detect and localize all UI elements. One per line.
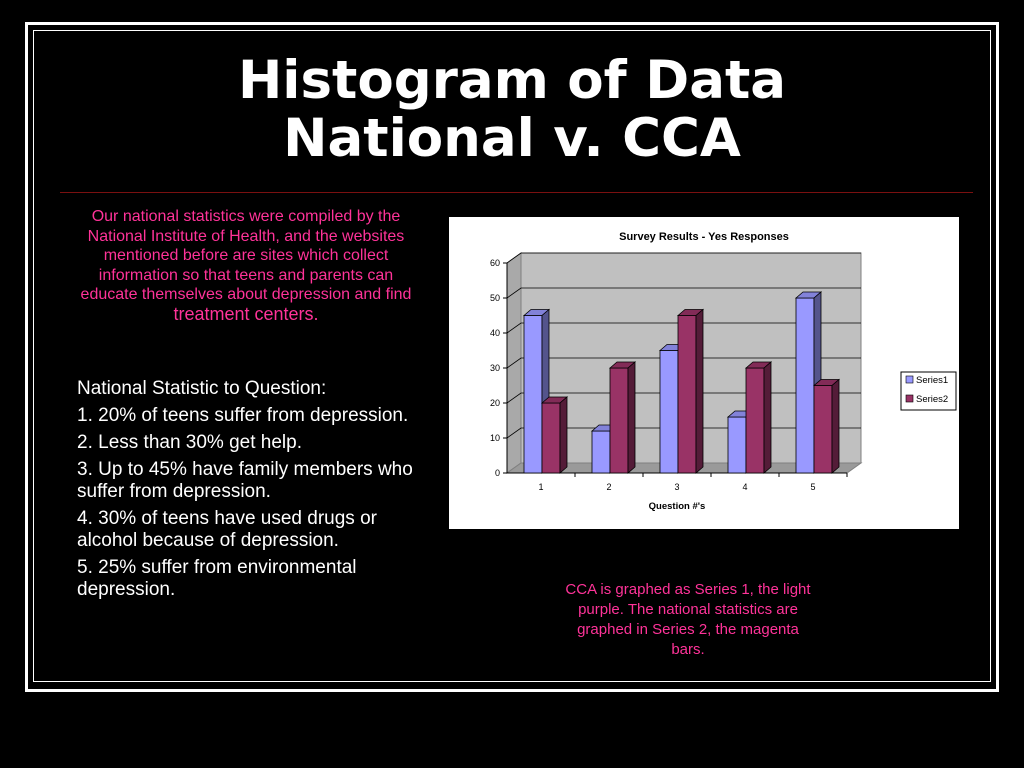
legend-label-series1: Series1: [916, 375, 949, 386]
x-tick-label: 5: [810, 482, 816, 492]
x-tick-label: 2: [606, 482, 612, 492]
chart-title: Survey Results - Yes Responses: [619, 231, 789, 243]
bar-series1-q3: [660, 351, 678, 474]
y-tick-label: 20: [489, 398, 500, 408]
legend-swatch-series2: [906, 395, 913, 402]
bar-series2-q1: [542, 403, 560, 473]
bar-series1-q2: [592, 431, 610, 473]
x-tick-label: 4: [742, 482, 748, 492]
stat-item: 5. 25% suffer from environmental depression.: [77, 557, 357, 600]
chart-svg: [449, 217, 959, 529]
bar-side-series2-q1: [560, 397, 567, 473]
bar-side-series2-q4: [764, 362, 771, 473]
bar-series1-q5: [796, 298, 814, 473]
x-axis-label: Question #'s: [648, 501, 706, 512]
source-note: [70, 207, 422, 325]
survey-chart: [449, 217, 959, 529]
x-tick-label: 1: [538, 482, 544, 492]
stat-item: 2. Less than 30% get help.: [77, 432, 302, 453]
source-note-tail: treatment centers.: [173, 303, 319, 324]
source-note-main: Our national statistics were compiled by the National Institute of Health, and the websites mentioned before are sites which collect information so that teens and parents can educate themselves about depression and find: [80, 208, 412, 303]
national-stats: [77, 378, 422, 606]
y-tick-label: 0: [494, 468, 500, 478]
series-explanation: CCA is graphed as Series 1, the light purple. The national statistics are graphed in Series 2, the magenta bars.: [565, 581, 811, 658]
stat-item: 1. 20% of teens suffer from depression.: [77, 405, 409, 426]
stats-heading: National Statistic to Question:: [77, 378, 327, 399]
x-tick-label: 3: [674, 482, 680, 492]
legend-label-series2: Series2: [916, 394, 949, 405]
y-tick-label: 60: [489, 258, 500, 268]
bar-series2-q3: [678, 316, 696, 474]
bar-series2-q5: [814, 386, 832, 474]
title-line-1: Histogram of Data: [237, 50, 787, 111]
stat-item: 3. Up to 45% have family members who suffer from depression.: [77, 459, 413, 502]
y-tick-label: 10: [489, 433, 500, 443]
bar-series1-q1: [524, 316, 542, 474]
bar-series2-q4: [746, 368, 764, 473]
slide-title: [0, 52, 1024, 168]
y-tick-label: 40: [489, 328, 500, 338]
bar-series1-q4: [728, 417, 746, 473]
bar-series2-q2: [610, 368, 628, 473]
bar-side-series2-q3: [696, 310, 703, 474]
legend-swatch-series1: [906, 376, 913, 383]
title-line-2: National v. CCA: [283, 108, 741, 169]
title-divider: [60, 192, 973, 193]
y-tick-label: 50: [489, 293, 500, 303]
bar-side-series2-q5: [832, 380, 839, 474]
stat-item: 4. 30% of teens have used drugs or alcohol because of depression.: [77, 508, 377, 551]
y-tick-label: 30: [489, 363, 500, 373]
bar-side-series2-q2: [628, 362, 635, 473]
